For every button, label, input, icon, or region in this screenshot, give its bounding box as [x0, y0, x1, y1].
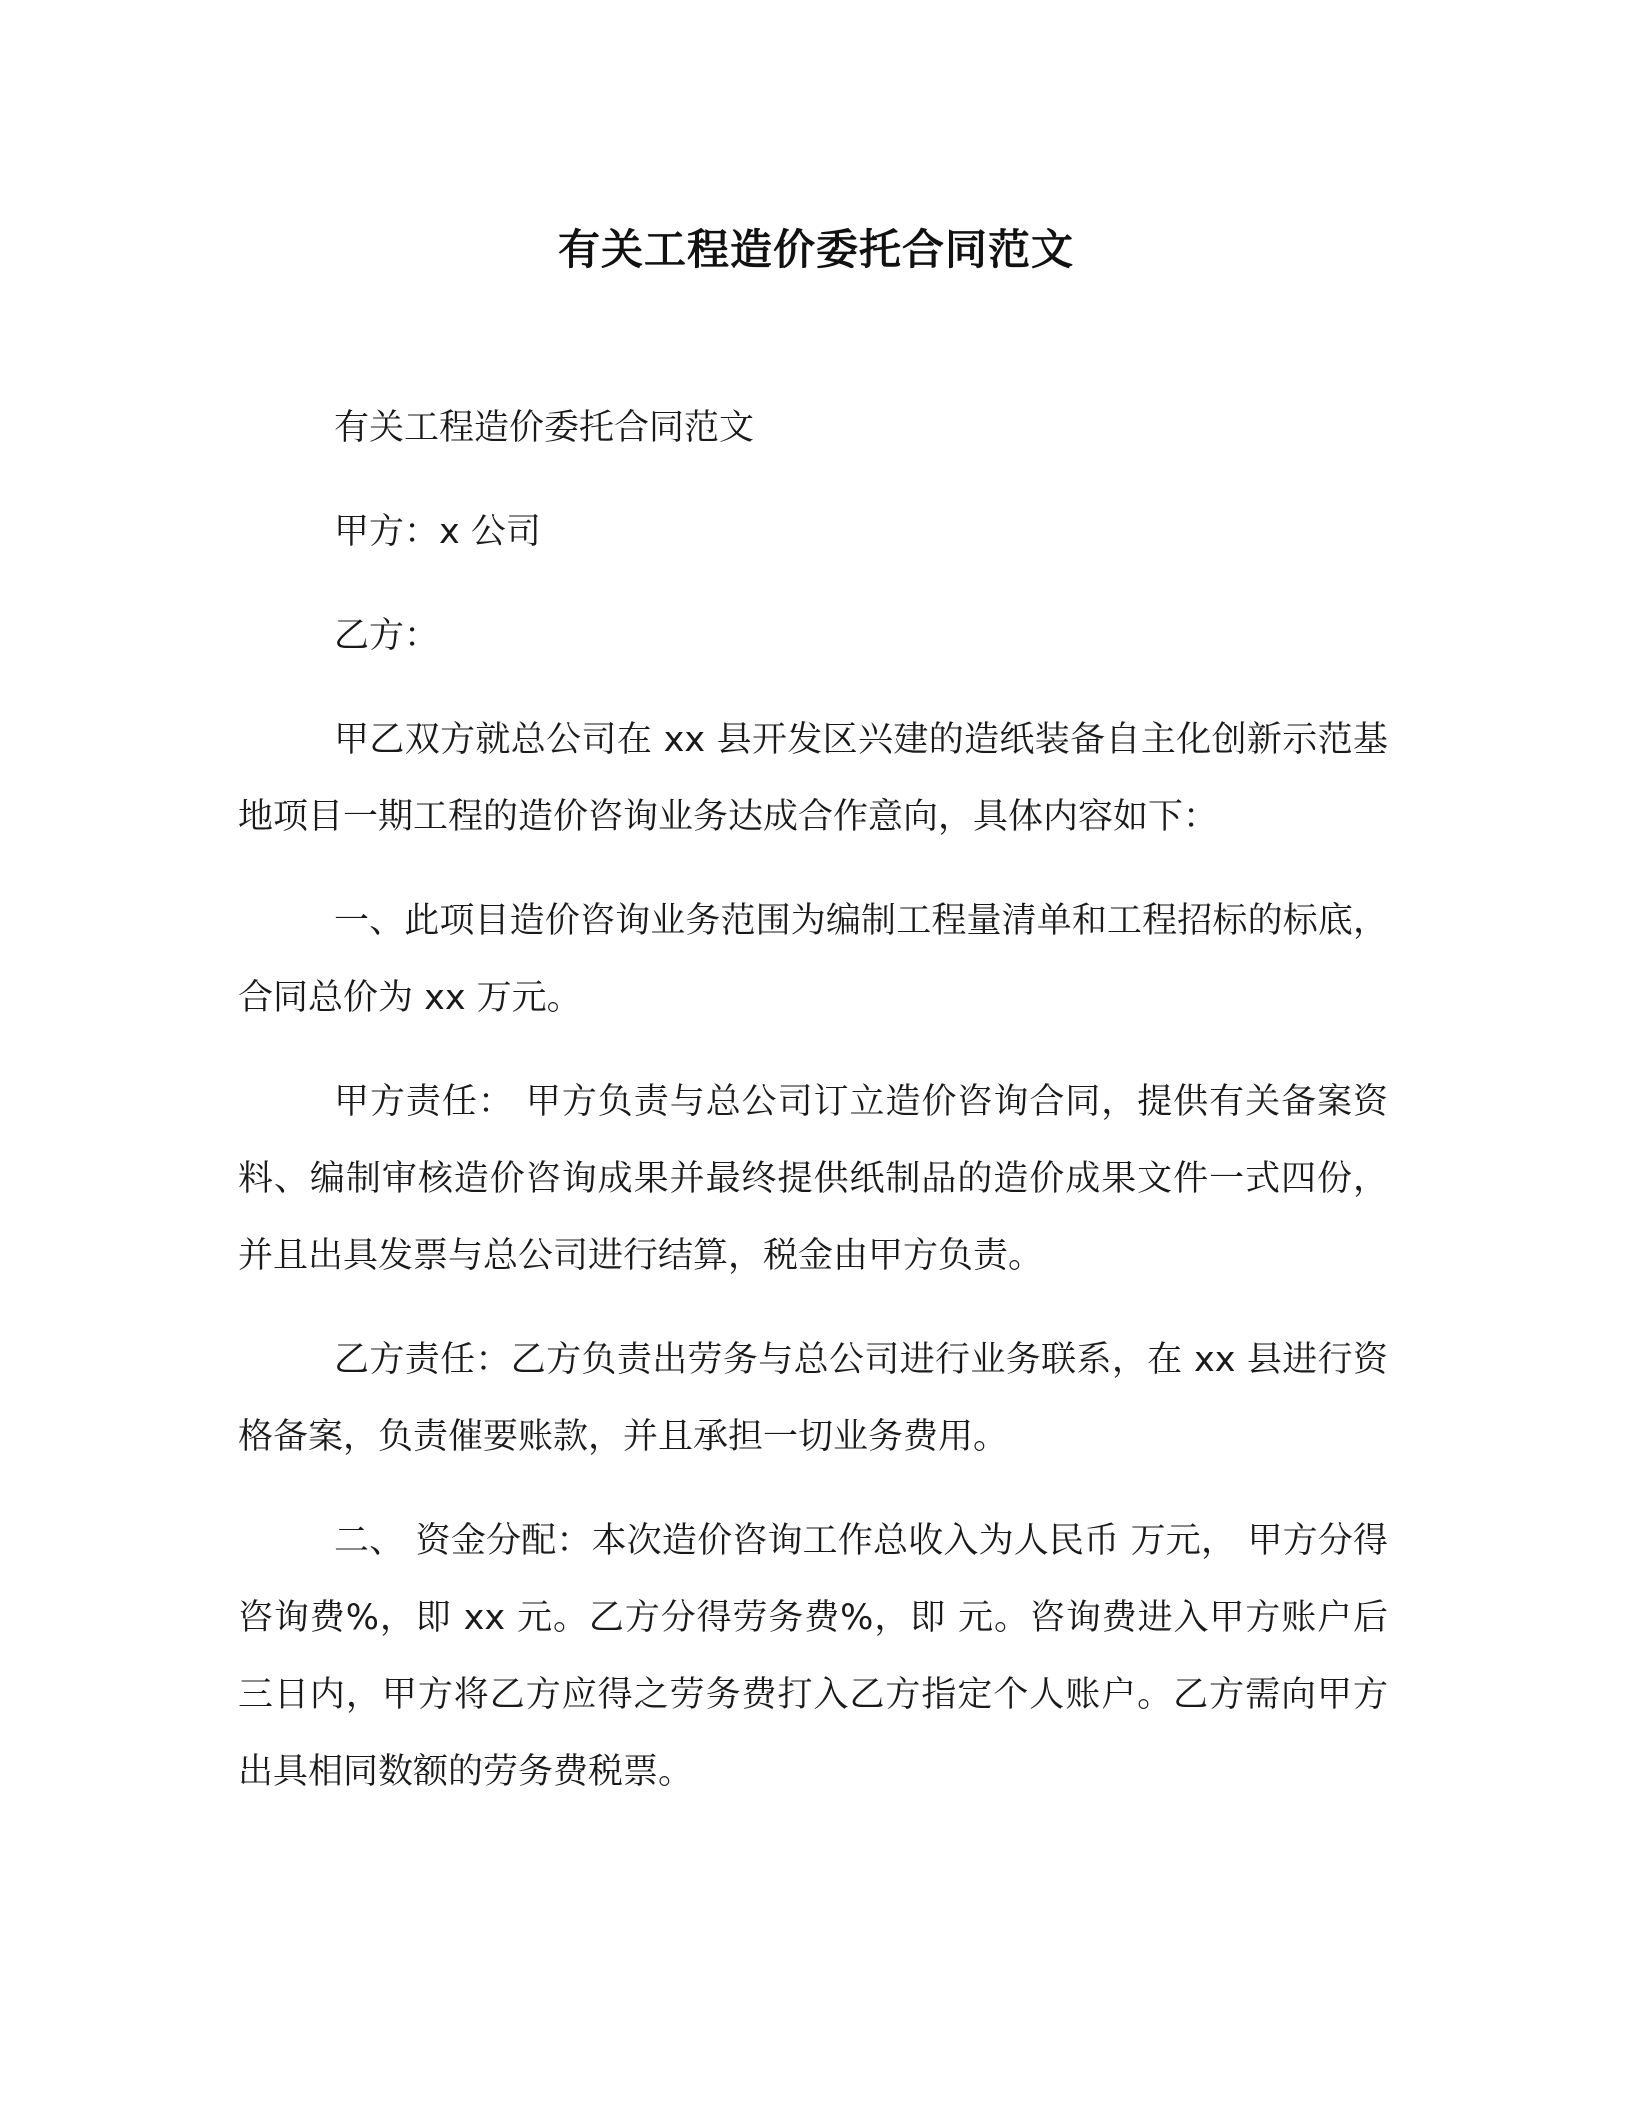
paragraph-party-b-duties: 乙方责任：乙方负责出劳务与总公司进行业务联系，在 xx 县进行资格备案，负责催要账款，并且承担一切业务费用。 — [238, 1340, 1388, 1457]
paragraph-party-a: 甲方：x 公司 — [334, 512, 541, 552]
paragraph-subtitle: 有关工程造价委托合同范文 — [334, 408, 755, 448]
paragraph-intro: 甲乙双方就总公司在 xx 县开发区兴建的造纸装备自主化创新示范基地项目一期工程的造价咨询业务达成合作意向，具体内容如下： — [238, 720, 1388, 837]
document-title: 有关工程造价委托合同范文 — [557, 225, 1074, 274]
paragraph-party-b: 乙方： — [334, 616, 440, 656]
document-body — [238, 390, 1388, 1838]
paragraph-party-a-duties: 甲方责任： 甲方负责与总公司订立造价咨询合同，提供有关备案资料、编制审核造价咨询成果并最终提供纸制品的造价成果文件一式四份，并且出具发票与总公司进行结算，税金由甲方负责。 — [238, 1082, 1388, 1276]
paragraph-fund-allocation: 二、 资金分配：本次造价咨询工作总收入为人民币 万元， 甲方分得咨询费%，即 xx 元。乙方分得劳务费%，即 元。咨询费进入甲方账户后三日内，甲方将乙方应得之劳务费打入乙方指定个人账户。乙方需向甲方出具相同数额的劳务费税票。 — [238, 1521, 1388, 1792]
paragraph-scope: 一、此项目造价咨询业务范围为编制工程量清单和工程招标的标底，合同总价为 xx 万元。 — [238, 901, 1388, 1018]
